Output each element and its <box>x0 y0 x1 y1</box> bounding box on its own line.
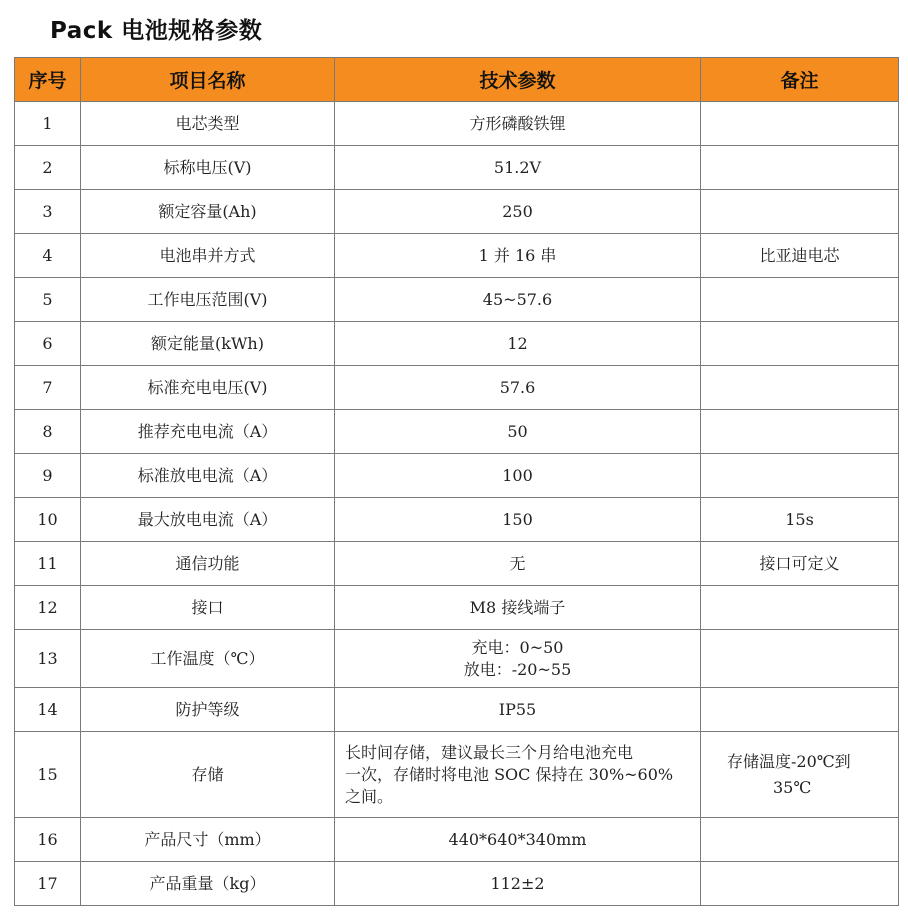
row-remark <box>701 586 899 630</box>
row-value: 112±2 <box>335 862 701 906</box>
row-remark <box>701 630 899 688</box>
row-value: M8 接线端子 <box>335 586 701 630</box>
row-remark <box>701 454 899 498</box>
row-no: 12 <box>15 586 81 630</box>
row-name: 额定能量(kWh) <box>81 322 335 366</box>
row-name: 防护等级 <box>81 688 335 732</box>
table-row <box>15 366 899 410</box>
row-value: 100 <box>335 454 701 498</box>
row-remark: 15s <box>701 498 899 542</box>
row-value-line: 充电：0~50 <box>471 637 564 657</box>
spec-table <box>14 57 899 906</box>
row-value: 150 <box>335 498 701 542</box>
row-name: 接口 <box>81 586 335 630</box>
row-name: 推荐充电电流（A） <box>81 410 335 454</box>
row-remark <box>701 278 899 322</box>
row-remark: 接口可定义 <box>701 542 899 586</box>
row-value-line: 之间。 <box>345 786 394 806</box>
table-row <box>15 732 899 818</box>
row-no: 16 <box>15 818 81 862</box>
row-remark-line: 35℃ <box>773 777 812 797</box>
row-value-line: 放电：-20~55 <box>463 659 572 679</box>
table-row <box>15 818 899 862</box>
header-name: 项目名称 <box>81 58 335 102</box>
row-no: 17 <box>15 862 81 906</box>
row-remark <box>701 146 899 190</box>
row-value: 45~57.6 <box>335 278 701 322</box>
row-remark <box>701 732 899 818</box>
row-no: 8 <box>15 410 81 454</box>
row-value: 250 <box>335 190 701 234</box>
row-value: 57.6 <box>335 366 701 410</box>
table-row <box>15 410 899 454</box>
row-value <box>335 630 701 688</box>
row-no: 7 <box>15 366 81 410</box>
row-value: 50 <box>335 410 701 454</box>
table-row <box>15 586 899 630</box>
row-no: 5 <box>15 278 81 322</box>
row-value: IP55 <box>335 688 701 732</box>
row-no: 9 <box>15 454 81 498</box>
row-value-line: 一次，存储时将电池 SOC 保持在 30%~60% <box>345 764 674 784</box>
row-remark <box>701 322 899 366</box>
row-remark <box>701 366 899 410</box>
row-value: 1 并 16 串 <box>335 234 701 278</box>
row-remark: 比亚迪电芯 <box>701 234 899 278</box>
row-name: 产品尺寸（mm） <box>81 818 335 862</box>
row-remark <box>701 688 899 732</box>
row-remark <box>701 190 899 234</box>
row-no: 1 <box>15 102 81 146</box>
row-no: 2 <box>15 146 81 190</box>
table-row <box>15 862 899 906</box>
table-row <box>15 542 899 586</box>
header-remark: 备注 <box>701 58 899 102</box>
table-row <box>15 454 899 498</box>
row-name: 标称电压(V) <box>81 146 335 190</box>
header-no: 序号 <box>15 58 81 102</box>
table-row <box>15 688 899 732</box>
row-remark-line: 存储温度-20℃到 <box>727 751 851 771</box>
row-value-line: 长时间存储，建议最长三个月给电池充电 <box>345 742 634 762</box>
header-value: 技术参数 <box>335 58 701 102</box>
table-row <box>15 146 899 190</box>
row-remark <box>701 410 899 454</box>
row-name: 通信功能 <box>81 542 335 586</box>
table-row <box>15 190 899 234</box>
row-no: 13 <box>15 630 81 688</box>
header-row <box>15 58 899 102</box>
table-row <box>15 322 899 366</box>
row-name: 标准放电电流（A） <box>81 454 335 498</box>
document-title: Pack 电池规格参数 <box>50 18 263 44</box>
row-name: 标准充电电压(V) <box>81 366 335 410</box>
table-row <box>15 630 899 688</box>
table-row <box>15 102 899 146</box>
row-value: 440*640*340mm <box>335 818 701 862</box>
row-name: 产品重量（kg） <box>81 862 335 906</box>
row-name: 最大放电电流（A） <box>81 498 335 542</box>
row-value: 51.2V <box>335 146 701 190</box>
row-no: 15 <box>15 732 81 818</box>
row-remark <box>701 102 899 146</box>
row-no: 3 <box>15 190 81 234</box>
row-value <box>335 732 701 818</box>
table-row <box>15 278 899 322</box>
row-value: 12 <box>335 322 701 366</box>
row-no: 10 <box>15 498 81 542</box>
row-remark <box>701 862 899 906</box>
row-value: 无 <box>335 542 701 586</box>
row-name: 存储 <box>81 732 335 818</box>
row-remark <box>701 818 899 862</box>
row-no: 6 <box>15 322 81 366</box>
row-name: 电池串并方式 <box>81 234 335 278</box>
row-no: 14 <box>15 688 81 732</box>
row-name: 工作电压范围(V) <box>81 278 335 322</box>
row-value: 方形磷酸铁锂 <box>335 102 701 146</box>
table-row <box>15 498 899 542</box>
row-no: 4 <box>15 234 81 278</box>
table-row <box>15 234 899 278</box>
row-no: 11 <box>15 542 81 586</box>
row-name: 工作温度（℃） <box>81 630 335 688</box>
row-name: 电芯类型 <box>81 102 335 146</box>
row-name: 额定容量(Ah) <box>81 190 335 234</box>
